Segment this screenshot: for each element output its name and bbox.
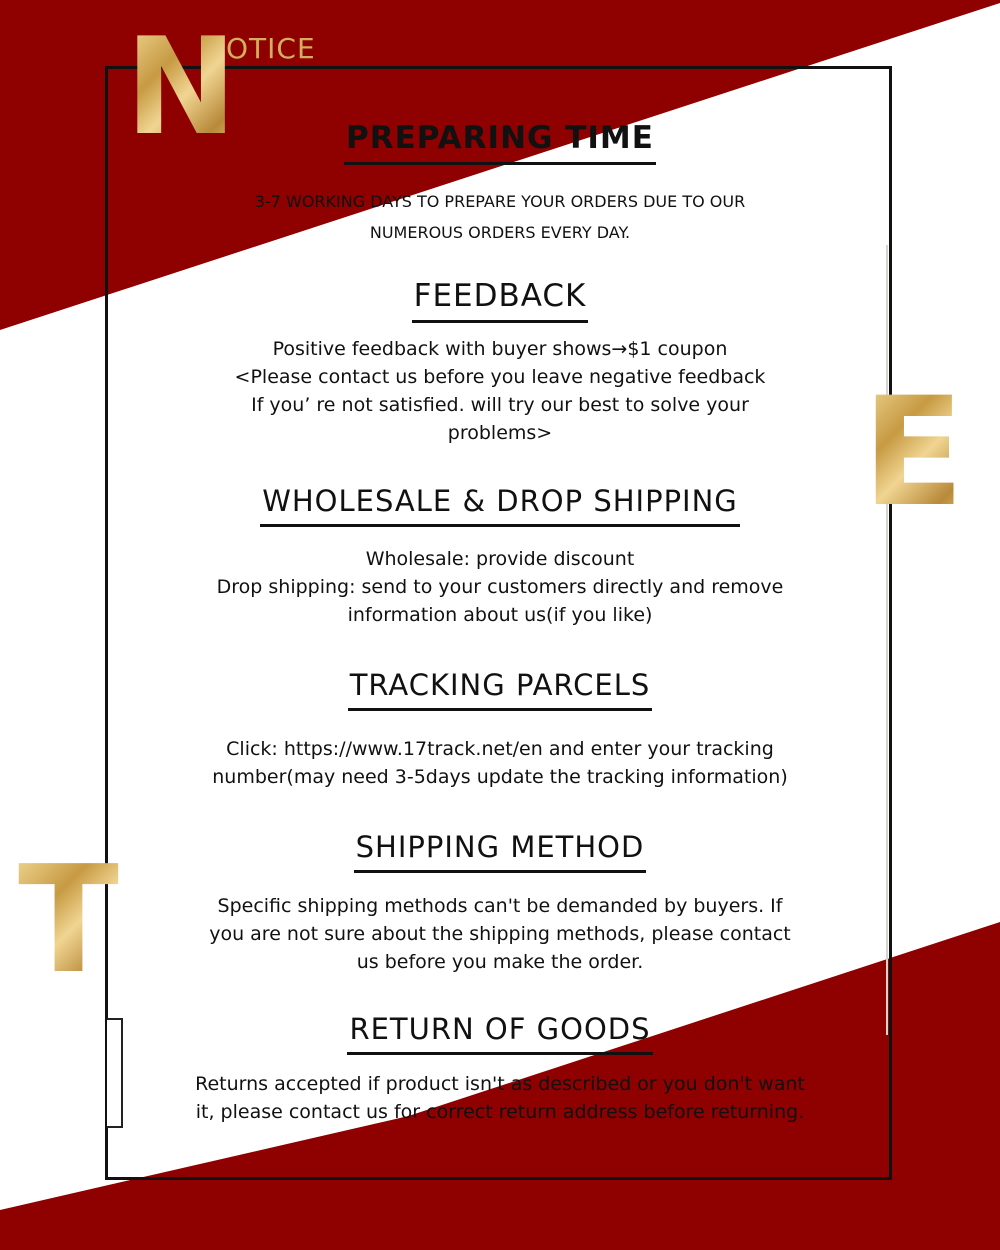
decorative-letter-e: E [862,366,965,540]
section-text-feedback [150,335,850,447]
section-text-tracking [150,735,850,791]
section-title-shipping-method: SHIPPING METHOD [0,830,1000,873]
frame-inner-line [886,245,888,1035]
section-title-tracking: TRACKING PARCELS [0,668,1000,711]
text-line: Specific shipping methods can't be demanded by buyers. If [217,895,783,917]
section-title-return: RETURN OF GOODS [0,1012,1000,1055]
text-line: If you’ re not satisfied. will try our best to solve your [251,394,749,416]
text-line: you are not sure about the shipping methods, please contact [209,923,791,945]
section-text-wholesale [150,545,850,629]
section-text-preparing-time [150,186,850,248]
text-line: Drop shipping: send to your customers directly and remove [216,576,784,598]
decorative-letter-t: T [18,834,119,1006]
text-line: Returns accepted if product isn't as described or you don't want [195,1073,805,1095]
decorative-otice: OTICE [226,32,316,65]
section-title-feedback: FEEDBACK [0,278,1000,323]
text-line: 3-7 WORKING DAYS TO PREPARE YOUR ORDERS DUE TO OUR [254,192,746,211]
text-line: NUMEROUS ORDERS EVERY DAY. [369,223,631,242]
text-line: <Please contact us before you leave negative feedback [234,366,766,388]
section-text-shipping-method [150,892,850,976]
text-line: number(may need 3-5days update the tracking information) [212,766,788,788]
text-line: problems> [447,422,553,444]
section-title-wholesale: WHOLESALE & DROP SHIPPING [0,484,1000,527]
text-line: Positive feedback with buyer shows→$1 coupon [272,338,728,360]
section-text-return [130,1070,870,1126]
text-line: Wholesale: provide discount [365,548,635,570]
text-line: us before you make the order. [356,951,644,973]
decorative-letter-n: N [125,9,238,165]
text-line: information about us(if you like) [347,604,653,626]
text-line: it, please contact us for correct return address before returning. [195,1101,805,1123]
section-title-preparing-time: PREPARING TIME [0,120,1000,165]
text-line: Click: https://www.17track.net/en and enter your tracking [226,738,774,760]
